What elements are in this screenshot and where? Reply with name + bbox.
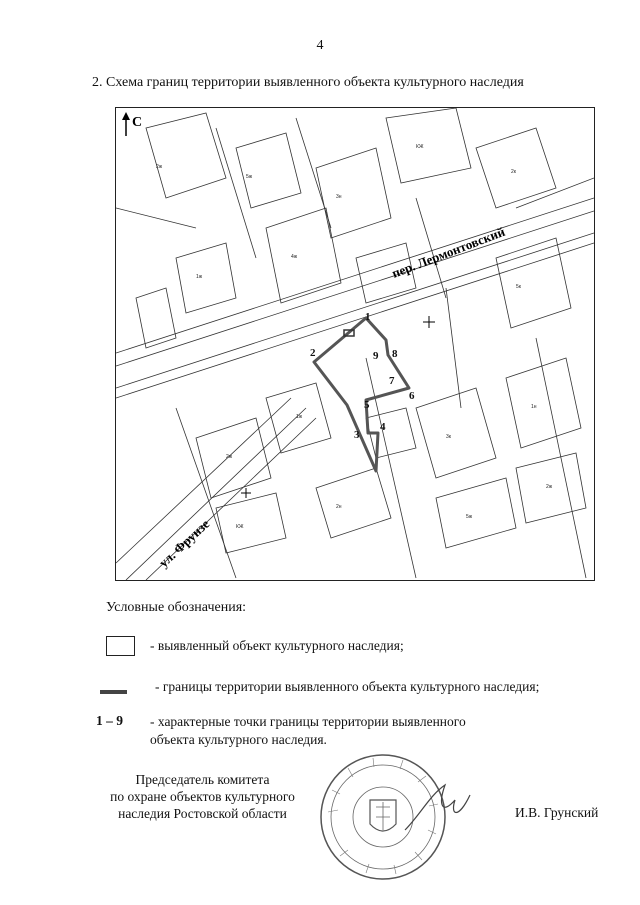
point-label-3: 3 xyxy=(354,429,360,441)
point-label-6: 6 xyxy=(409,390,415,402)
svg-text:2ж: 2ж xyxy=(226,454,233,460)
svg-text:1н: 1н xyxy=(531,404,537,410)
north-label: С xyxy=(132,115,143,130)
legend-points-text-line1: - характерные точки границы территории выявленного xyxy=(150,714,466,729)
page-number: 4 xyxy=(316,38,324,53)
svg-text:3н: 3н xyxy=(336,194,342,200)
map-drawing xyxy=(116,108,594,580)
svg-text:2ж: 2ж xyxy=(546,484,553,490)
role-line-1: Председатель комитета xyxy=(135,772,270,787)
legend-points-range: 1 – 9 xyxy=(96,713,123,728)
svg-text:1ж: 1ж xyxy=(296,414,303,420)
point-label-9: 9 xyxy=(373,350,379,362)
legend-points-text xyxy=(150,713,466,749)
point-label-8: 8 xyxy=(392,348,398,360)
point-label-5: 5 xyxy=(364,399,370,411)
point-label-2: 2 xyxy=(310,347,316,359)
point-label-7: 7 xyxy=(389,375,395,387)
svg-text:2н: 2н xyxy=(336,504,342,510)
svg-text:КЖ: КЖ xyxy=(236,524,244,530)
svg-text:4ж: 4ж xyxy=(291,254,298,260)
svg-text:3к: 3к xyxy=(446,434,451,440)
cadastral-map xyxy=(115,107,595,581)
legend-points-text-line2: объекта культурного наследия. xyxy=(150,732,327,747)
svg-text:2к: 2к xyxy=(511,169,516,175)
legend-object-text: - выявленный объект культурного наследия; xyxy=(150,638,404,653)
document-heading: 2. Схема границ территории выявленного объекта культурного наследия xyxy=(92,75,524,90)
north-arrow-icon xyxy=(122,112,142,136)
signatory-name: И.В. Грунский xyxy=(515,805,599,820)
street-label-frunze: ул. Фрунзе xyxy=(155,516,213,571)
legend-boundary-text: - границы территории выявленного объекта культурного наследия; xyxy=(155,679,540,694)
point-label-1: 1 xyxy=(365,311,371,323)
svg-text:5ж: 5ж xyxy=(466,514,473,520)
handwritten-signature xyxy=(400,775,475,845)
legend-boundary-symbol xyxy=(100,690,127,694)
street-label-lermontovsky: пер. Лермонтовский xyxy=(389,223,508,281)
svg-text:2ж: 2ж xyxy=(156,164,163,170)
legend-title: Условные обозначения: xyxy=(106,600,247,615)
svg-text:5ж: 5ж xyxy=(246,174,253,180)
svg-text:КЖ: КЖ xyxy=(416,144,424,150)
role-line-2: по охране объектов культурного xyxy=(110,789,295,804)
legend-object-symbol xyxy=(106,636,135,656)
svg-text:5к: 5к xyxy=(516,284,521,290)
role-line-3: наследия Ростовской области xyxy=(118,806,287,821)
point-label-4: 4 xyxy=(380,421,386,433)
signature-role xyxy=(95,771,310,822)
svg-text:1ж: 1ж xyxy=(196,274,203,280)
boundary-line xyxy=(314,318,409,471)
